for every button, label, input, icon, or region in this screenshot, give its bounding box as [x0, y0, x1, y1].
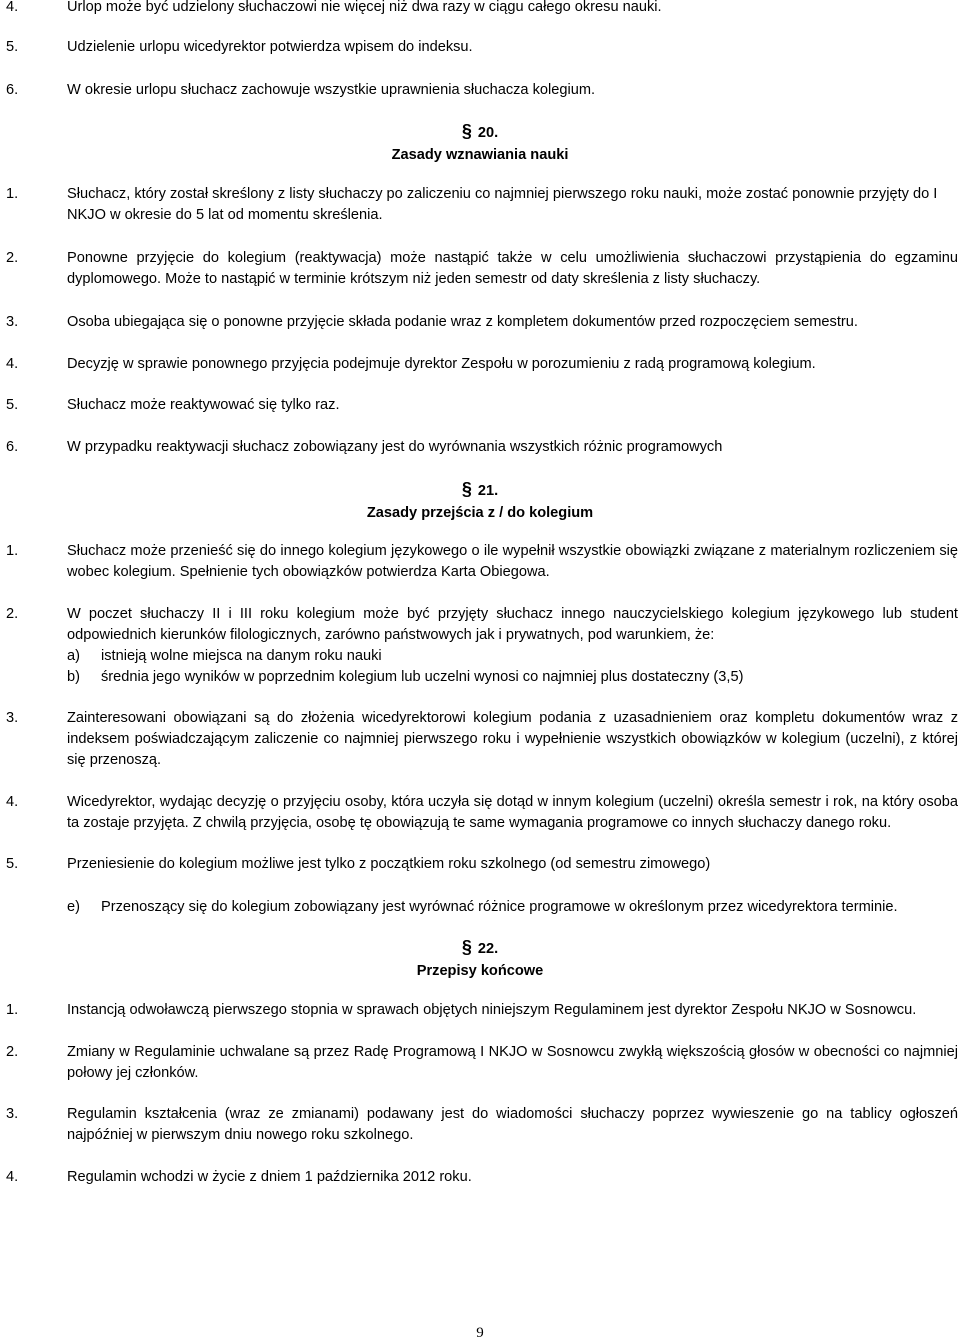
- list-item: [0, 1104, 960, 1146]
- sub-item-a: [67, 646, 958, 667]
- section-number: 20.: [477, 125, 499, 141]
- list-item: [0, 354, 960, 375]
- sub-item-text: istnieją wolne miejsca na danym roku nauki: [101, 648, 382, 664]
- list-item: [0, 792, 960, 834]
- list-item: [0, 184, 960, 226]
- item-text: Zmiany w Regulaminie uchwalane są przez Radę Programową I NKJO w Sosnowcu zwykłą większością głosów w obecności co najmniej połowy jej członków.: [67, 1044, 958, 1081]
- item-text: Słuchacz może reaktywować się tylko raz.: [67, 397, 340, 413]
- sub-item-text: średnia jego wyników w poprzednim kolegium lub uczelni wynosi co najmniej plus dostateczny (3,5): [101, 669, 744, 685]
- list-item: [0, 437, 960, 458]
- item-number: 2.: [6, 250, 19, 266]
- list-item: [0, 1042, 960, 1084]
- list-item: [0, 708, 960, 771]
- list-item: [0, 0, 960, 18]
- list-item: [0, 541, 960, 583]
- item-text: Słuchacz może przenieść się do innego kolegium językowego o ile wypełnił wszystkie obowiązki związane z materialnym rozliczeniem się wobec kolegium. Spełnienie tych obowiązków potwierdza Karta Obiegowa.: [67, 543, 958, 580]
- section-heading-22: [0, 936, 960, 982]
- item-text: Instancją odwoławczą pierwszego stopnia w sprawach objętych niniejszym Regulaminem jest dyrektor Zespołu NKJO w Sosnowcu.: [67, 1002, 917, 1018]
- paragraph-symbol: §: [461, 937, 472, 957]
- item-number: 1.: [6, 186, 19, 202]
- item-number: 2.: [6, 1044, 19, 1060]
- list-item: [0, 854, 960, 875]
- item-number: 3.: [6, 314, 19, 330]
- section-title: Zasady wznawiania nauki: [391, 147, 569, 163]
- item-text: Decyzję w sprawie ponownego przyjęcia podejmuje dyrektor Zespołu w porozumieniu z radą programową kolegium.: [67, 356, 816, 372]
- section-title: Przepisy końcowe: [416, 963, 544, 979]
- item-text: Regulamin kształcenia (wraz ze zmianami) podawany jest do wiadomości słuchaczy poprzez wywieszenie go na tablicy ogłoszeń najpóźniej w pierwszym dniu nowego roku szkolnego.: [67, 1106, 958, 1143]
- item-number: 4.: [6, 1169, 19, 1185]
- item-number: 6.: [6, 82, 19, 98]
- section-number: 21.: [477, 483, 499, 499]
- item-number: 6.: [6, 439, 19, 455]
- item-text: Ponowne przyjęcie do kolegium (reaktywacja) może nastąpić także w celu umożliwienia słuchaczowi przystąpienia do egzaminu dyplomowego. Może to nastąpić w terminie krótszym niż jeden semestr od daty skreślenia z listy słuchaczy.: [67, 250, 958, 287]
- section-heading-20: [0, 120, 960, 166]
- item-text: W przypadku reaktywacji słuchacz zobowiązany jest do wyrównania wszystkich różnic programowych: [67, 439, 723, 455]
- item-number: 1.: [6, 1002, 19, 1018]
- item-text: Regulamin wchodzi w życie z dniem 1 października 2012 roku.: [67, 1169, 472, 1185]
- page-number: 9: [476, 1325, 484, 1341]
- item-intro-text: W poczet słuchaczy II i III roku kolegium może być przyjęty słuchacz innego nauczycielskiego kolegium językowego lub student odpowiednich kierunków filologicznych, zarówno państwowych jak i prywatnych, pod warunkiem, że:: [67, 606, 958, 643]
- list-item: [0, 80, 960, 101]
- sub-item-b: [67, 667, 958, 688]
- paragraph-symbol: §: [461, 479, 472, 499]
- item-number: 2.: [6, 606, 19, 622]
- item-text: Słuchacz, który został skreślony z listy słuchaczy po zaliczeniu co najmniej pierwszego roku nauki, może zostać ponownie przyjęty do I NKJO w okresie do 5 lat od momentu skreślenia.: [67, 186, 938, 223]
- list-item: [0, 897, 960, 918]
- item-number: 5.: [6, 39, 19, 55]
- item-number: 3.: [6, 1106, 19, 1122]
- item-text: Wicedyrektor, wydając decyzję o przyjęciu osoby, która uczyła się dotąd w innym kolegium (uczelni) określa semestr i rok, na który osoba ta zostaje przyjęta. Z chwilą przyjęcia, osobę tę obowiązują te same wymagania programowe co innych słuchaczy danego roku.: [67, 794, 958, 831]
- item-text: Urlop może być udzielony słuchaczowi nie więcej niż dwa razy w ciągu całego okresu nauki.: [67, 0, 662, 15]
- item-text: Przeniesienie do kolegium możliwe jest tylko z początkiem roku szkolnego (od semestru zimowego): [67, 856, 711, 872]
- list-item: [0, 1167, 960, 1188]
- item-number: e): [67, 899, 80, 915]
- list-item: [0, 37, 960, 58]
- sub-item-letter: b): [67, 669, 80, 685]
- item-number: 5.: [6, 856, 19, 872]
- item-number: 3.: [6, 710, 19, 726]
- item-text: Osoba ubiegająca się o ponowne przyjęcie składa podanie wraz z kompletem dokumentów przed rozpoczęciem semestru.: [67, 314, 858, 330]
- item-number: 4.: [6, 794, 19, 810]
- item-text: W okresie urlopu słuchacz zachowuje wszystkie uprawnienia słuchacza kolegium.: [67, 82, 596, 98]
- item-number: 4.: [6, 0, 19, 15]
- list-item: [0, 248, 960, 290]
- list-item: [0, 312, 960, 333]
- item-number: 4.: [6, 356, 19, 372]
- item-number: 1.: [6, 543, 19, 559]
- section-number: 22.: [477, 941, 499, 957]
- item-text: Zainteresowani obowiązani są do złożenia wicedyrektorowi kolegium podania z uzasadnieniem oraz kompletu dokumentów wraz z indeksem poświadczającym zaliczenie co najmniej pierwszego roku i wypełnienie wszystkich obowiązków w kolegium (uczelni), z której się przenoszą.: [67, 710, 958, 768]
- list-item: [0, 1000, 960, 1021]
- section-title: Zasady przejścia z / do kolegium: [366, 505, 594, 521]
- item-text: Udzielenie urlopu wicedyrektor potwierdza wpisem do indeksu.: [67, 39, 473, 55]
- item-text: [67, 604, 958, 688]
- list-item: [0, 604, 960, 688]
- list-item: [0, 395, 960, 416]
- item-number: 5.: [6, 397, 19, 413]
- sub-item-letter: a): [67, 648, 80, 664]
- section-heading-21: [0, 478, 960, 524]
- paragraph-symbol: §: [461, 121, 472, 141]
- item-text: Przenoszący się do kolegium zobowiązany jest wyrównać różnice programowe w określonym przez wicedyrektora terminie.: [101, 899, 898, 915]
